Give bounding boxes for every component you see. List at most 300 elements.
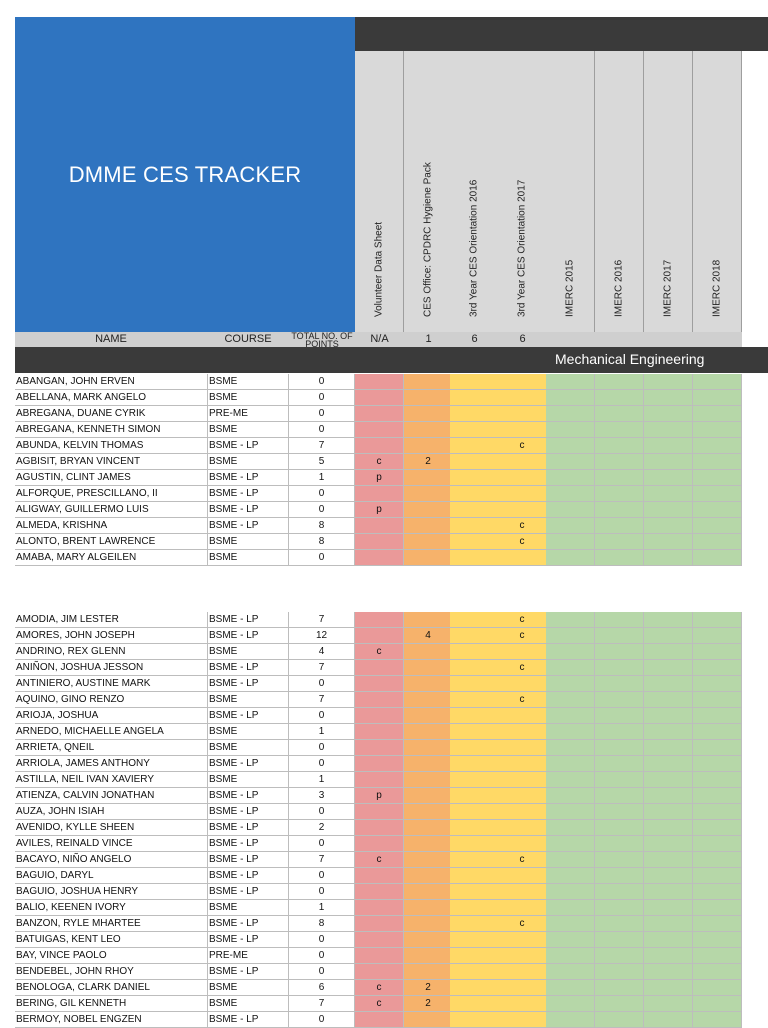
- activity-cell[interactable]: [355, 534, 404, 550]
- student-course-cell[interactable]: BSME: [207, 996, 289, 1012]
- activity-cell[interactable]: [355, 550, 404, 566]
- activity-cell[interactable]: [450, 724, 499, 740]
- student-name-cell[interactable]: ATIENZA, CALVIN JONATHAN: [15, 788, 207, 804]
- activity-cell[interactable]: [404, 676, 453, 692]
- activity-cell[interactable]: [498, 644, 547, 660]
- activity-cell[interactable]: [644, 836, 693, 852]
- activity-cell[interactable]: [595, 422, 644, 438]
- activity-cell[interactable]: [595, 612, 644, 628]
- activity-cell[interactable]: [355, 836, 404, 852]
- student-name-cell[interactable]: ABELLANA, MARK ANGELO: [15, 390, 207, 406]
- table-row[interactable]: [15, 454, 742, 470]
- activity-cell[interactable]: [595, 406, 644, 422]
- student-course-cell[interactable]: BSME - LP: [207, 676, 289, 692]
- activity-cell[interactable]: [404, 868, 453, 884]
- total-points-cell[interactable]: 5: [289, 454, 355, 470]
- activity-cell[interactable]: [546, 438, 595, 454]
- activity-cell[interactable]: [498, 756, 547, 772]
- activity-cell[interactable]: p: [355, 788, 404, 804]
- activity-cell[interactable]: [595, 868, 644, 884]
- activity-cell[interactable]: [404, 788, 453, 804]
- student-course-cell[interactable]: BSME - LP: [207, 486, 289, 502]
- activity-cell[interactable]: [644, 708, 693, 724]
- activity-cell[interactable]: [693, 518, 742, 534]
- activity-cell[interactable]: [595, 454, 644, 470]
- activity-cell[interactable]: [595, 644, 644, 660]
- activity-cell[interactable]: [355, 374, 404, 390]
- activity-cell[interactable]: [546, 852, 595, 868]
- student-course-cell[interactable]: BSME: [207, 644, 289, 660]
- activity-cell[interactable]: [546, 964, 595, 980]
- student-name-cell[interactable]: BATUIGAS, KENT LEO: [15, 932, 207, 948]
- total-points-cell[interactable]: 0: [289, 884, 355, 900]
- activity-cell[interactable]: [404, 470, 453, 486]
- activity-cell[interactable]: [355, 772, 404, 788]
- activity-cell[interactable]: [355, 390, 404, 406]
- activity-cell[interactable]: [693, 884, 742, 900]
- total-points-cell[interactable]: 0: [289, 676, 355, 692]
- activity-cell[interactable]: [404, 964, 453, 980]
- total-points-cell[interactable]: 8: [289, 518, 355, 534]
- activity-cell[interactable]: [693, 852, 742, 868]
- activity-cell[interactable]: c: [498, 852, 547, 868]
- activity-cell[interactable]: [450, 422, 499, 438]
- student-course-cell[interactable]: BSME - LP: [207, 470, 289, 486]
- student-name-cell[interactable]: BENDEBEL, JOHN RHOY: [15, 964, 207, 980]
- activity-cell[interactable]: [404, 772, 453, 788]
- activity-cell[interactable]: [355, 692, 404, 708]
- activity-header-5[interactable]: [546, 51, 595, 332]
- activity-cell[interactable]: [644, 422, 693, 438]
- activity-cell[interactable]: [644, 550, 693, 566]
- activity-cell[interactable]: [546, 772, 595, 788]
- activity-cell[interactable]: [450, 820, 499, 836]
- activity-cell[interactable]: [450, 900, 499, 916]
- activity-cell[interactable]: [450, 948, 499, 964]
- activity-cell[interactable]: [644, 518, 693, 534]
- student-course-cell[interactable]: BSME - LP: [207, 804, 289, 820]
- student-course-cell[interactable]: BSME - LP: [207, 964, 289, 980]
- total-points-cell[interactable]: 0: [289, 756, 355, 772]
- activity-cell[interactable]: [404, 644, 453, 660]
- student-name-cell[interactable]: AMORES, JOHN JOSEPH: [15, 628, 207, 644]
- student-name-cell[interactable]: BALIO, KEENEN IVORY: [15, 900, 207, 916]
- activity-cell[interactable]: [595, 628, 644, 644]
- activity-cell[interactable]: [644, 804, 693, 820]
- student-name-cell[interactable]: ASTILLA, NEIL IVAN XAVIERY: [15, 772, 207, 788]
- activity-cell[interactable]: [404, 852, 453, 868]
- student-course-cell[interactable]: BSME - LP: [207, 708, 289, 724]
- total-points-cell[interactable]: 1: [289, 772, 355, 788]
- activity-cell[interactable]: [693, 470, 742, 486]
- total-points-cell[interactable]: 1: [289, 470, 355, 486]
- activity-cell[interactable]: [355, 820, 404, 836]
- activity-cell[interactable]: [355, 948, 404, 964]
- activity-cell[interactable]: [450, 470, 499, 486]
- activity-cell[interactable]: [644, 502, 693, 518]
- activity-cell[interactable]: [498, 502, 547, 518]
- activity-cell[interactable]: [404, 422, 453, 438]
- activity-cell[interactable]: [595, 502, 644, 518]
- activity-cell[interactable]: [546, 406, 595, 422]
- activity-cell[interactable]: [644, 996, 693, 1012]
- activity-cell[interactable]: [546, 502, 595, 518]
- activity-cell[interactable]: [644, 1012, 693, 1028]
- activity-cell[interactable]: [644, 756, 693, 772]
- table-row[interactable]: [15, 692, 742, 708]
- total-points-cell[interactable]: 0: [289, 406, 355, 422]
- activity-cell[interactable]: [644, 964, 693, 980]
- table-row[interactable]: [15, 820, 742, 836]
- activity-cell[interactable]: [498, 740, 547, 756]
- activity-cell[interactable]: [693, 820, 742, 836]
- activity-cell[interactable]: [404, 820, 453, 836]
- activity-cell[interactable]: [693, 932, 742, 948]
- activity-cell[interactable]: [644, 740, 693, 756]
- total-points-cell[interactable]: 0: [289, 708, 355, 724]
- activity-cell[interactable]: [498, 1012, 547, 1028]
- activity-cell[interactable]: [498, 550, 547, 566]
- activity-cell[interactable]: [546, 486, 595, 502]
- activity-cell[interactable]: [644, 660, 693, 676]
- activity-cell[interactable]: [693, 612, 742, 628]
- activity-header-2[interactable]: [404, 51, 453, 332]
- activity-cell[interactable]: [693, 724, 742, 740]
- activity-cell[interactable]: [404, 550, 453, 566]
- activity-cell[interactable]: [595, 980, 644, 996]
- table-row[interactable]: [15, 772, 742, 788]
- total-points-cell[interactable]: 3: [289, 788, 355, 804]
- activity-cell[interactable]: [546, 948, 595, 964]
- activity-cell[interactable]: [595, 772, 644, 788]
- student-name-cell[interactable]: ALMEDA, KRISHNA: [15, 518, 207, 534]
- activity-cell[interactable]: [546, 804, 595, 820]
- total-points-column-header[interactable]: TOTAL NO. OF POINTS: [291, 332, 353, 347]
- activity-cell[interactable]: [546, 422, 595, 438]
- table-row[interactable]: [15, 852, 742, 868]
- student-course-cell[interactable]: BSME: [207, 980, 289, 996]
- activity-cell[interactable]: [546, 390, 595, 406]
- activity-cell[interactable]: [355, 964, 404, 980]
- activity-cell[interactable]: [404, 708, 453, 724]
- student-course-cell[interactable]: PRE-ME: [207, 406, 289, 422]
- activity-cell[interactable]: [546, 836, 595, 852]
- student-name-cell[interactable]: AMABA, MARY ALGEILEN: [15, 550, 207, 566]
- activity-cell[interactable]: [644, 486, 693, 502]
- table-row[interactable]: [15, 406, 742, 422]
- activity-cell[interactable]: [546, 932, 595, 948]
- activity-cell[interactable]: [595, 486, 644, 502]
- activity-cell[interactable]: c: [498, 518, 547, 534]
- table-row[interactable]: [15, 788, 742, 804]
- table-row[interactable]: [15, 676, 742, 692]
- activity-cell[interactable]: [595, 660, 644, 676]
- total-points-cell[interactable]: 8: [289, 916, 355, 932]
- activity-cell[interactable]: [450, 852, 499, 868]
- total-points-cell[interactable]: 0: [289, 804, 355, 820]
- activity-cell[interactable]: [644, 628, 693, 644]
- student-name-cell[interactable]: ANDRINO, REX GLENN: [15, 644, 207, 660]
- activity-cell[interactable]: [498, 486, 547, 502]
- activity-cell[interactable]: [498, 964, 547, 980]
- activity-cell[interactable]: [355, 756, 404, 772]
- activity-cell[interactable]: [498, 470, 547, 486]
- student-course-cell[interactable]: BSME - LP: [207, 916, 289, 932]
- activity-cell[interactable]: [404, 900, 453, 916]
- activity-cell[interactable]: [546, 628, 595, 644]
- table-row[interactable]: [15, 1012, 742, 1028]
- activity-cell[interactable]: [644, 644, 693, 660]
- activity-cell[interactable]: [404, 612, 453, 628]
- total-points-cell[interactable]: 8: [289, 534, 355, 550]
- student-name-cell[interactable]: AVENIDO, KYLLE SHEEN: [15, 820, 207, 836]
- total-points-cell[interactable]: 2: [289, 820, 355, 836]
- activity-cell[interactable]: c: [355, 454, 404, 470]
- activity-cell[interactable]: [450, 932, 499, 948]
- activity-cell[interactable]: [450, 676, 499, 692]
- table-row[interactable]: [15, 884, 742, 900]
- activity-header-1[interactable]: [355, 51, 404, 332]
- activity-cell[interactable]: [693, 708, 742, 724]
- activity-cell[interactable]: [450, 836, 499, 852]
- activity-cell[interactable]: [644, 980, 693, 996]
- activity-cell[interactable]: [404, 390, 453, 406]
- student-name-cell[interactable]: BANZON, RYLE MHARTEE: [15, 916, 207, 932]
- activity-cell[interactable]: [546, 374, 595, 390]
- activity-cell[interactable]: [498, 676, 547, 692]
- student-name-cell[interactable]: ARRIOLA, JAMES ANTHONY: [15, 756, 207, 772]
- activity-cell[interactable]: [546, 756, 595, 772]
- activity-cell[interactable]: [595, 390, 644, 406]
- activity-cell[interactable]: [450, 980, 499, 996]
- activity-cell[interactable]: [644, 406, 693, 422]
- activity-cell[interactable]: [546, 900, 595, 916]
- student-course-cell[interactable]: BSME - LP: [207, 852, 289, 868]
- student-course-cell[interactable]: BSME: [207, 422, 289, 438]
- activity-cell[interactable]: [693, 692, 742, 708]
- total-points-cell[interactable]: 7: [289, 692, 355, 708]
- table-row[interactable]: [15, 708, 742, 724]
- activity-cell[interactable]: [404, 948, 453, 964]
- table-row[interactable]: [15, 724, 742, 740]
- activity-cell[interactable]: [595, 724, 644, 740]
- activity-cell[interactable]: [693, 756, 742, 772]
- activity-cell[interactable]: [644, 868, 693, 884]
- activity-cell[interactable]: [595, 964, 644, 980]
- student-course-cell[interactable]: PRE-ME: [207, 948, 289, 964]
- activity-cell[interactable]: [693, 900, 742, 916]
- activity-cell[interactable]: c: [498, 438, 547, 454]
- activity-cell[interactable]: [450, 612, 499, 628]
- activity-cell[interactable]: [644, 900, 693, 916]
- activity-cell[interactable]: [450, 660, 499, 676]
- activity-cell[interactable]: [644, 852, 693, 868]
- student-name-cell[interactable]: AUZA, JOHN ISIAH: [15, 804, 207, 820]
- table-row[interactable]: [15, 660, 742, 676]
- student-name-cell[interactable]: BACAYO, NIÑO ANGELO: [15, 852, 207, 868]
- table-row[interactable]: [15, 628, 742, 644]
- student-name-cell[interactable]: BAY, VINCE PAOLO: [15, 948, 207, 964]
- activity-cell[interactable]: [498, 884, 547, 900]
- activity-cell[interactable]: [693, 406, 742, 422]
- activity-cell[interactable]: [404, 916, 453, 932]
- student-name-cell[interactable]: ANTINIERO, AUSTINE MARK: [15, 676, 207, 692]
- activity-cell[interactable]: [355, 740, 404, 756]
- activity-cell[interactable]: c: [498, 612, 547, 628]
- name-column-header[interactable]: NAME: [95, 333, 127, 345]
- activity-cell[interactable]: [693, 772, 742, 788]
- student-name-cell[interactable]: BERMOY, NOBEL ENGZEN: [15, 1012, 207, 1028]
- activity-cell[interactable]: [498, 454, 547, 470]
- activity-header-7[interactable]: [644, 51, 693, 332]
- activity-cell[interactable]: [355, 724, 404, 740]
- activity-cell[interactable]: [693, 916, 742, 932]
- activity-cell[interactable]: [355, 884, 404, 900]
- table-row[interactable]: [15, 836, 742, 852]
- activity-cell[interactable]: c: [355, 644, 404, 660]
- student-name-cell[interactable]: ARNEDO, MICHAELLE ANGELA: [15, 724, 207, 740]
- total-points-cell[interactable]: 7: [289, 660, 355, 676]
- activity-cell[interactable]: [644, 820, 693, 836]
- student-course-cell[interactable]: BSME: [207, 454, 289, 470]
- table-row[interactable]: [15, 900, 742, 916]
- activity-cell[interactable]: [595, 374, 644, 390]
- total-points-cell[interactable]: 6: [289, 980, 355, 996]
- activity-cell[interactable]: [693, 996, 742, 1012]
- activity-cell[interactable]: [595, 852, 644, 868]
- activity-cell[interactable]: [404, 804, 453, 820]
- activity-header-6[interactable]: [595, 51, 644, 332]
- activity-cell[interactable]: [498, 932, 547, 948]
- activity-cell[interactable]: [355, 676, 404, 692]
- student-course-cell[interactable]: BSME: [207, 550, 289, 566]
- activity-cell[interactable]: 2: [404, 980, 453, 996]
- total-points-cell[interactable]: 1: [289, 900, 355, 916]
- activity-cell[interactable]: 4: [404, 628, 453, 644]
- activity-cell[interactable]: [498, 996, 547, 1012]
- activity-cell[interactable]: [693, 868, 742, 884]
- student-course-cell[interactable]: BSME - LP: [207, 788, 289, 804]
- total-points-cell[interactable]: 0: [289, 422, 355, 438]
- activity-cell[interactable]: [404, 724, 453, 740]
- activity-header-3[interactable]: [450, 51, 499, 332]
- activity-cell[interactable]: c: [498, 628, 547, 644]
- activity-cell[interactable]: [595, 884, 644, 900]
- activity-cell[interactable]: [498, 900, 547, 916]
- student-name-cell[interactable]: BENOLOGA, CLARK DANIEL: [15, 980, 207, 996]
- activity-cell[interactable]: [450, 374, 499, 390]
- student-course-cell[interactable]: BSME - LP: [207, 612, 289, 628]
- activity-cell[interactable]: [450, 644, 499, 660]
- student-name-cell[interactable]: ANIÑON, JOSHUA JESSON: [15, 660, 207, 676]
- activity-cell[interactable]: [450, 692, 499, 708]
- student-course-cell[interactable]: BSME: [207, 692, 289, 708]
- activity-cell[interactable]: [693, 502, 742, 518]
- activity-cell[interactable]: [498, 948, 547, 964]
- activity-cell[interactable]: [355, 486, 404, 502]
- student-course-cell[interactable]: BSME: [207, 724, 289, 740]
- total-points-cell[interactable]: 4: [289, 644, 355, 660]
- activity-cell[interactable]: [355, 518, 404, 534]
- activity-cell[interactable]: [546, 660, 595, 676]
- activity-cell[interactable]: [693, 948, 742, 964]
- student-name-cell[interactable]: AGBISIT, BRYAN VINCENT: [15, 454, 207, 470]
- activity-cell[interactable]: [546, 612, 595, 628]
- student-course-cell[interactable]: BSME: [207, 374, 289, 390]
- total-points-cell[interactable]: 7: [289, 612, 355, 628]
- table-row[interactable]: [15, 470, 742, 486]
- activity-cell[interactable]: [355, 422, 404, 438]
- student-name-cell[interactable]: ALFORQUE, PRESCILLANO, II: [15, 486, 207, 502]
- activity-cell[interactable]: [450, 804, 499, 820]
- student-name-cell[interactable]: ARIOJA, JOSHUA: [15, 708, 207, 724]
- activity-cell[interactable]: [595, 1012, 644, 1028]
- activity-cell[interactable]: [595, 996, 644, 1012]
- student-course-cell[interactable]: BSME: [207, 900, 289, 916]
- activity-cell[interactable]: [498, 804, 547, 820]
- activity-cell[interactable]: [595, 900, 644, 916]
- activity-cell[interactable]: [546, 788, 595, 804]
- total-points-cell[interactable]: 7: [289, 438, 355, 454]
- activity-cell[interactable]: [546, 820, 595, 836]
- table-row[interactable]: [15, 612, 742, 628]
- total-points-cell[interactable]: 0: [289, 948, 355, 964]
- activity-cell[interactable]: [404, 1012, 453, 1028]
- activity-cell[interactable]: [693, 486, 742, 502]
- activity-cell[interactable]: [595, 692, 644, 708]
- activity-cell[interactable]: [546, 644, 595, 660]
- table-row[interactable]: [15, 964, 742, 980]
- activity-cell[interactable]: [450, 996, 499, 1012]
- total-points-cell[interactable]: 0: [289, 486, 355, 502]
- activity-cell[interactable]: [404, 502, 453, 518]
- activity-cell[interactable]: [404, 932, 453, 948]
- activity-cell[interactable]: [404, 740, 453, 756]
- activity-cell[interactable]: [595, 470, 644, 486]
- activity-cell[interactable]: [450, 518, 499, 534]
- activity-cell[interactable]: [546, 708, 595, 724]
- activity-cell[interactable]: [355, 708, 404, 724]
- activity-cell[interactable]: [693, 644, 742, 660]
- table-row[interactable]: [15, 550, 742, 566]
- activity-cell[interactable]: [595, 916, 644, 932]
- table-row[interactable]: [15, 948, 742, 964]
- activity-cell[interactable]: [644, 884, 693, 900]
- activity-cell[interactable]: [693, 438, 742, 454]
- activity-cell[interactable]: [546, 676, 595, 692]
- activity-cell[interactable]: [644, 612, 693, 628]
- activity-cell[interactable]: [546, 980, 595, 996]
- table-row[interactable]: [15, 980, 742, 996]
- activity-cell[interactable]: p: [355, 470, 404, 486]
- activity-cell[interactable]: c: [498, 692, 547, 708]
- activity-cell[interactable]: [404, 438, 453, 454]
- activity-cell[interactable]: [644, 724, 693, 740]
- activity-cell[interactable]: p: [355, 502, 404, 518]
- activity-cell[interactable]: [450, 486, 499, 502]
- activity-cell[interactable]: [450, 708, 499, 724]
- activity-cell[interactable]: [450, 454, 499, 470]
- activity-cell[interactable]: [644, 788, 693, 804]
- activity-cell[interactable]: [498, 422, 547, 438]
- activity-cell[interactable]: [450, 788, 499, 804]
- activity-cell[interactable]: [546, 868, 595, 884]
- student-name-cell[interactable]: AVILES, REINALD VINCE: [15, 836, 207, 852]
- total-points-cell[interactable]: 0: [289, 374, 355, 390]
- total-points-cell[interactable]: 7: [289, 996, 355, 1012]
- activity-cell[interactable]: [450, 438, 499, 454]
- activity-cell[interactable]: [595, 740, 644, 756]
